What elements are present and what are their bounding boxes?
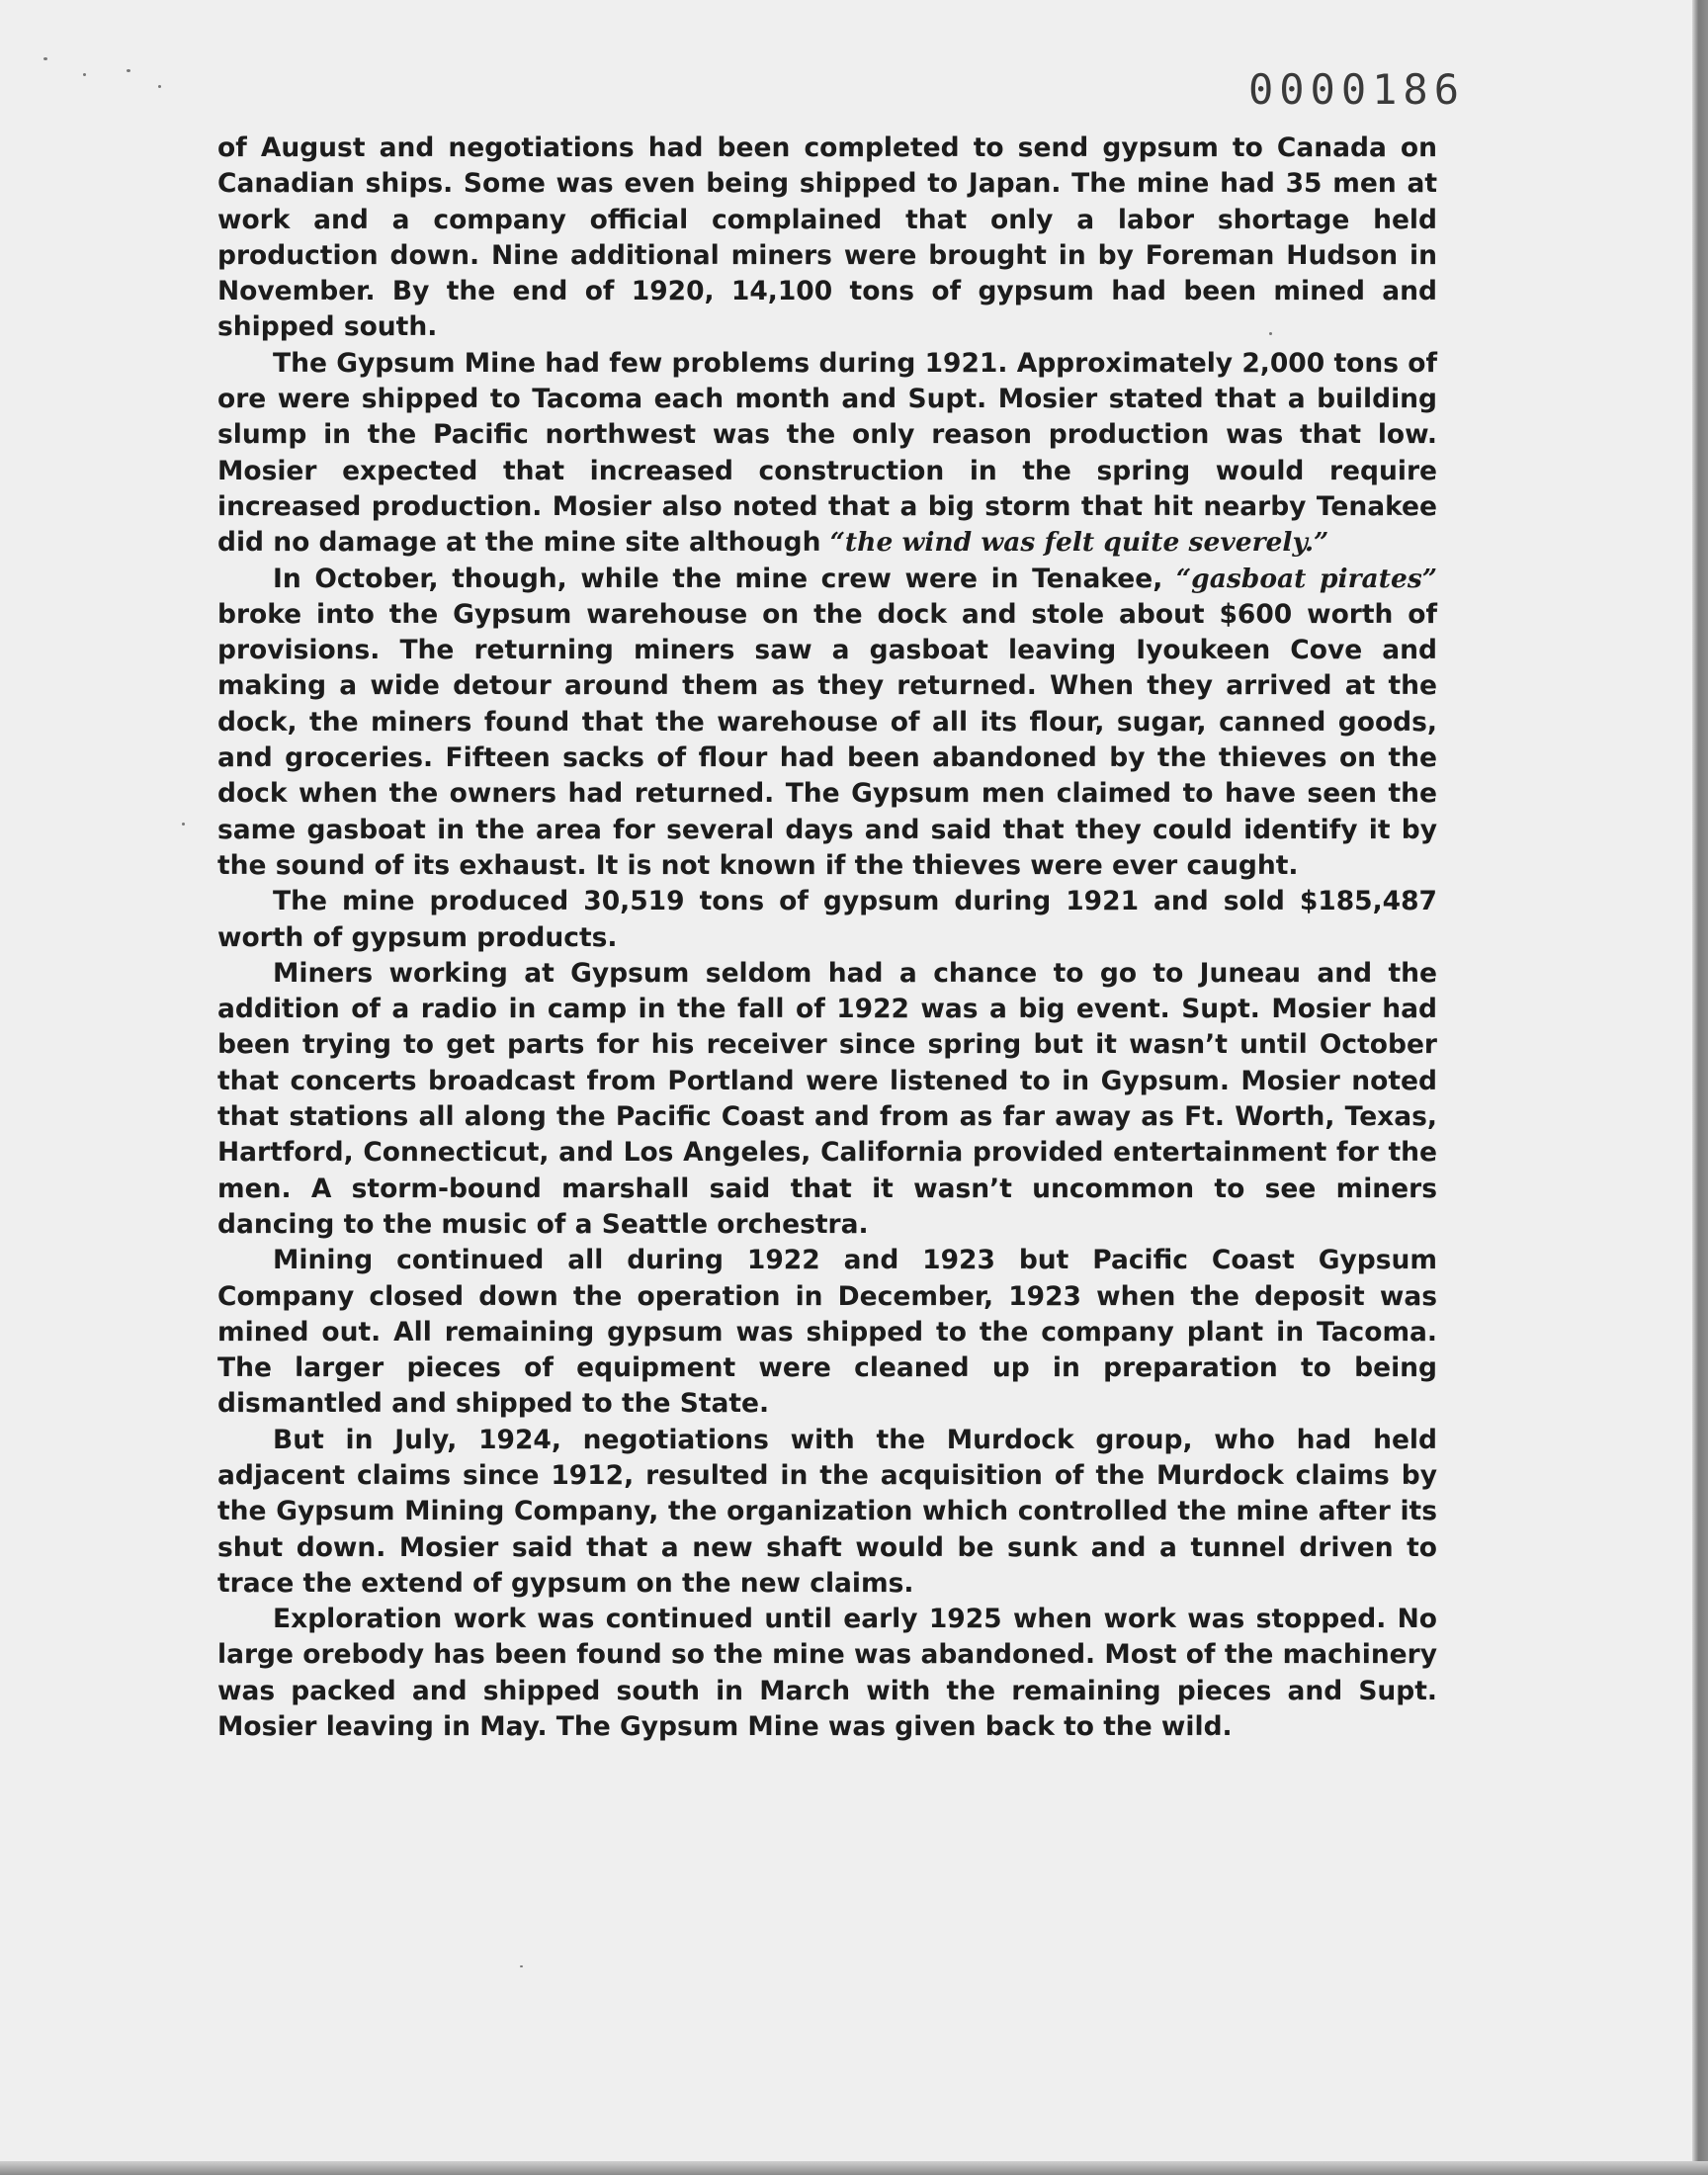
scan-speck bbox=[43, 57, 47, 60]
paragraph-text: But in July, 1924, negotiations with the Murdock group, who had held adjacent claims since 1912, resulted in the acquisition of the Murdock claims by the Gypsum Mining Company, the organization which controlled the mine after its shut down. Mosier said that a new shaft would be sunk and a tunnel driven to trace the extend of gypsum on the new claims. bbox=[217, 1424, 1437, 1599]
paragraph bbox=[217, 1243, 1437, 1422]
scan-speck bbox=[158, 85, 161, 88]
scan-speck bbox=[1269, 332, 1272, 335]
scan-speck bbox=[182, 823, 185, 826]
paragraph bbox=[217, 956, 1437, 1243]
quoted-text: “the wind was felt quite severely.” bbox=[829, 527, 1329, 559]
scan-speck bbox=[83, 73, 86, 76]
paragraph bbox=[217, 884, 1437, 956]
paragraph bbox=[217, 1602, 1437, 1745]
paragraph-text: Exploration work was continued until early 1925 when work was stopped. No large orebody has been found so the mine was abandoned. Most of the machinery was packed and shipped south in March with the remaining pieces and Supt. Mosier leaving in May. The Gypsum Mine was given back to the wild. bbox=[217, 1604, 1437, 1743]
paragraph-text: In October, though, while the mine crew were in Tenakee, bbox=[273, 563, 1176, 594]
document-body bbox=[217, 130, 1437, 1745]
scan-speck bbox=[520, 1965, 523, 1967]
paragraph-text: Mining continued all during 1922 and 1923 but Pacific Coast Gypsum Company closed down the operation in December, 1923 when the deposit was mined out. All remaining gypsum was shipped to the company plant in Tacoma. The larger pieces of equipment were cleaned up in preparation to being dismantled and shipped to the State. bbox=[217, 1245, 1437, 1420]
page-edge-bottom bbox=[0, 2161, 1708, 2175]
paragraph-text: The Gypsum Mine had few problems during 1921. Approximately 2,000 tons of ore were shipped to Tacoma each month and Supt. Mosier stated that a building slump in the Pacific northwest was the only reason production was that low. Mosier expected that increased construction in the spring would require increased production. Mosier also noted that a big storm that hit nearby Tenakee did no damage at the mine site although bbox=[217, 347, 1437, 559]
paragraph bbox=[217, 346, 1437, 562]
paragraph-text: of August and negotiations had been completed to send gypsum to Canada on Canadian ships. Some was even being shipped to Japan. The mine had 35 men at work and a company official complained that only a labor shortage held production down. Nine additional miners were brought in by Foreman Hudson in November. By the end of 1920, 14,100 tons of gypsum had been mined and shipped south. bbox=[217, 132, 1437, 343]
paragraph-text: The mine produced 30,519 tons of gypsum during 1921 and sold $185,487 worth of gypsum products. bbox=[217, 886, 1437, 953]
paragraph bbox=[217, 562, 1437, 885]
scan-speck bbox=[127, 69, 130, 72]
paragraph bbox=[217, 1423, 1437, 1602]
paragraph-text: Miners working at Gypsum seldom had a chance to go to Juneau and the addition of a radio in camp in the fall of 1922 was a big event. Supt. Mosier had been trying to get parts for his receiver since spring but it wasn’t until October that concerts broadcast from Portland were listened to in Gypsum. Mosier noted that stations all along the Pacific Coast and from as far away as Ft. Worth, Texas, Hartford, Connecticut, and Los Angeles, California provided entertainment for the men. A storm-bound marshall said that it wasn’t uncommon to see miners dancing to the music of a Seattle orchestra. bbox=[217, 957, 1437, 1240]
page-number: 0000186 bbox=[1247, 65, 1465, 114]
quoted-text: “gasboat pirates” bbox=[1175, 563, 1437, 594]
paragraph-text: broke into the Gypsum warehouse on the dock and stole about $600 worth of provisions. The returning miners saw a gasboat leaving Iyoukeen Cove and making a wide detour around them as they returned. When they arrived at the dock, the miners found that the warehouse of all its flour, sugar, canned goods, and groceries. Fifteen sacks of flour had been abandoned by the thieves on the dock when the owners had returned. The Gypsum men claimed to have seen the same gasboat in the area for several days and said that they could identify it by the sound of its exhaust. It is not known if the thieves were ever caught. bbox=[217, 598, 1437, 881]
page-edge-right bbox=[1692, 0, 1708, 2175]
paragraph bbox=[217, 130, 1437, 346]
